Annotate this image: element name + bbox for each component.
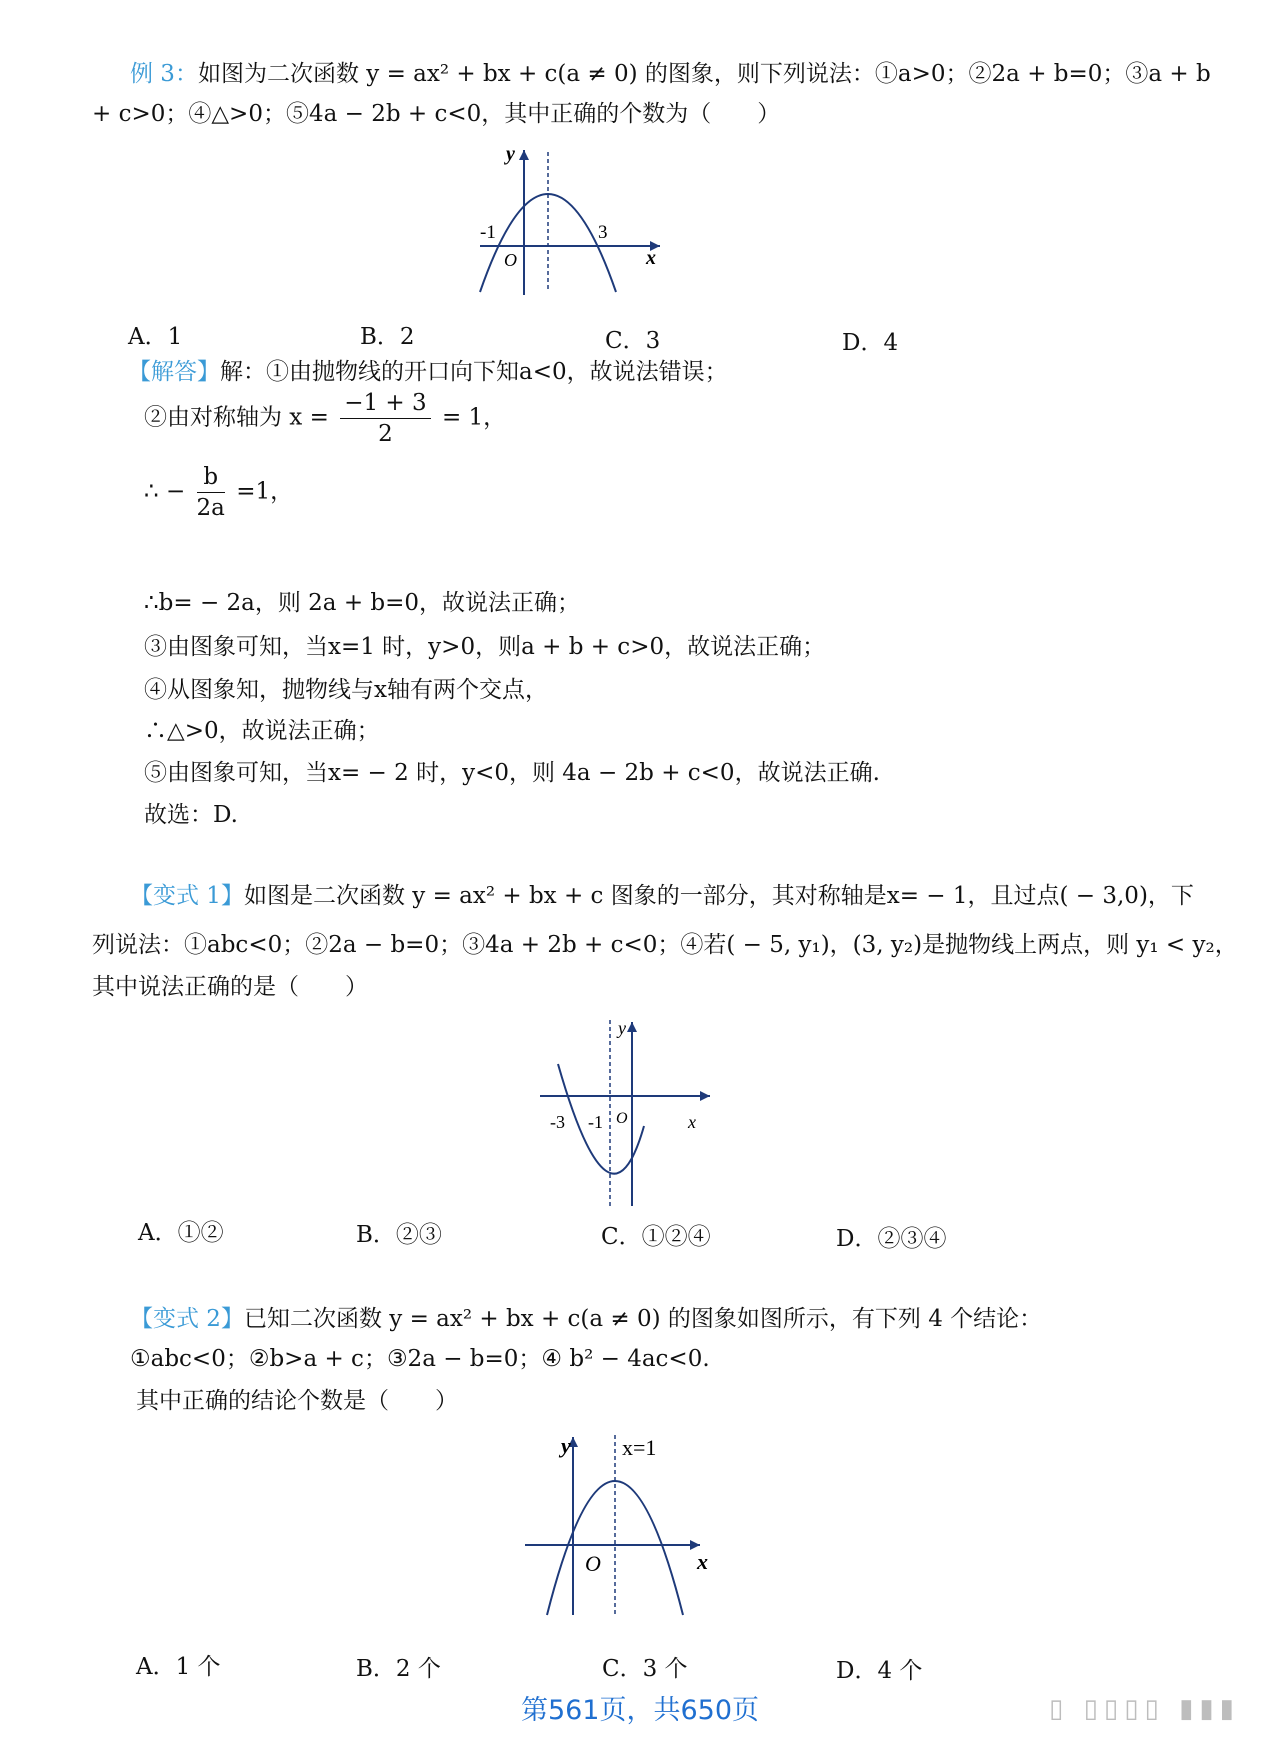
x-label: x bbox=[697, 1549, 708, 1574]
symmetry-fraction bbox=[340, 388, 430, 449]
example3-question: 如图为二次函数 y = ax² + bx + c(a ≠ 0) 的图象，则下列说法：①a>0；②2a + b=0；③a + b bbox=[197, 61, 1211, 87]
variant2-line2: ①abc<0；②b>a + c；③2a − b=0；④ b² − 4ac<0. bbox=[130, 1346, 710, 1372]
variant1-graph bbox=[540, 1010, 720, 1210]
x-label: x bbox=[688, 1112, 696, 1132]
solution-line7: ∴△>0，故说法正确； bbox=[144, 718, 380, 744]
y-label: y bbox=[561, 1433, 571, 1458]
solution-l3-post: =1， bbox=[236, 478, 294, 505]
variant1-option-c: C．①②④ bbox=[601, 1224, 711, 1250]
example3-option-a: A．1 bbox=[128, 324, 183, 350]
solution-line6: ④从图象知，抛物线与x轴有两个交点， bbox=[144, 677, 548, 703]
solution-l2-pre: ②由对称轴为 x = bbox=[144, 404, 329, 431]
example3-line1 bbox=[130, 55, 1211, 88]
fraction-numerator: −1 + 3 bbox=[340, 388, 430, 419]
variant2-graph bbox=[525, 1425, 725, 1620]
variant2-line1 bbox=[130, 1300, 1042, 1333]
y-axis-arrow-icon bbox=[519, 150, 529, 160]
variant1-option-b: B．②③ bbox=[356, 1222, 442, 1248]
x-label: x bbox=[646, 247, 656, 269]
solution-line1 bbox=[128, 353, 728, 386]
fraction-denominator: 2a bbox=[196, 495, 225, 521]
variant2-option-d: D．4 个 bbox=[836, 1658, 923, 1684]
left-root-label: -1 bbox=[480, 222, 496, 243]
solution-l2-post: = 1， bbox=[441, 404, 507, 431]
solution-line8: ⑤由图象可知，当x= − 2 时，y<0，则 4a − 2b + c<0，故说法正确. bbox=[144, 760, 880, 786]
example3-graph bbox=[470, 140, 670, 300]
example3-option-d: D．4 bbox=[842, 330, 899, 356]
solution-line3 bbox=[144, 462, 293, 523]
origin-label: O bbox=[504, 250, 517, 270]
fraction-numerator: b bbox=[197, 462, 225, 493]
y-label: y bbox=[618, 1018, 626, 1038]
origin-label: O bbox=[585, 1551, 601, 1576]
example3-option-c: C．3 bbox=[605, 328, 661, 354]
example3-line2: + c>0；④△>0；⑤4a − 2b + c<0，其中正确的个数为（ ） bbox=[92, 101, 781, 127]
variant1-option-a: A．①② bbox=[138, 1220, 224, 1246]
axis-label: -1 bbox=[588, 1112, 603, 1132]
right-root-label: 3 bbox=[598, 222, 608, 243]
page-number-footer: 第561页，共650页 bbox=[520, 1695, 760, 1726]
solution-text-1: 解：①由抛物线的开口向下知a<0，故说法错误； bbox=[220, 359, 728, 385]
variant2-option-b: B．2 个 bbox=[356, 1656, 441, 1682]
origin-label: O bbox=[616, 1110, 628, 1127]
left-root-label: -3 bbox=[550, 1112, 565, 1132]
variant1-option-d: D．②③④ bbox=[836, 1226, 947, 1252]
variant1-tag: 【变式 1】 bbox=[130, 883, 244, 909]
solution-line4: ∴b= − 2a，则 2a + b=0，故说法正确； bbox=[144, 590, 581, 616]
fraction-denominator: 2 bbox=[378, 421, 393, 447]
y-axis-arrow-icon bbox=[627, 1022, 637, 1032]
solution-tag: 【解答】 bbox=[128, 359, 220, 385]
y-label: y bbox=[506, 143, 515, 165]
variant1-line3: 其中说法正确的是（ ） bbox=[92, 974, 368, 1000]
variant1-line1 bbox=[130, 877, 1194, 910]
variant2-option-a: A．1 个 bbox=[136, 1654, 221, 1680]
variant2-line3: 其中正确的结论个数是（ ） bbox=[136, 1388, 458, 1414]
example3-option-b: B．2 bbox=[360, 324, 415, 350]
variant2-question: 已知二次函数 y = ax² + bx + c(a ≠ 0) 的图象如图所示，有下列 4 个结论： bbox=[243, 1306, 1043, 1332]
variant1-line2: 列说法：①abc<0；②2a − b=0；③4a + 2b + c<0；④若( − 5, y₁)，(3, y₂)是抛物线上两点，则 y₁ < y₂， bbox=[92, 932, 1238, 958]
solution-line5: ③由图象可知，当x=1 时，y>0，则a + b + c>0，故说法正确； bbox=[144, 634, 826, 660]
axis-label: x=1 bbox=[622, 1435, 657, 1460]
solution-line9: 故选：D. bbox=[144, 802, 238, 828]
variant2-tag: 【变式 2】 bbox=[130, 1306, 244, 1332]
solution-line2 bbox=[144, 388, 506, 449]
variant1-question: 如图是二次函数 y = ax² + bx + c 图象的一部分，其对称轴是x= − 1，且过点( − 3,0)，下 bbox=[243, 883, 1194, 909]
variant2-option-c: C．3 个 bbox=[602, 1656, 688, 1682]
b-over-2a-fraction bbox=[197, 462, 225, 523]
solution-l3-pre: ∴ − bbox=[144, 478, 186, 505]
scrollbar-grip-icon: ▯ ▯▯▯▯ ▮▮▮ bbox=[1049, 1694, 1240, 1724]
x-axis-arrow-icon bbox=[700, 1091, 710, 1101]
example3-tag: 例 3： bbox=[130, 61, 198, 87]
